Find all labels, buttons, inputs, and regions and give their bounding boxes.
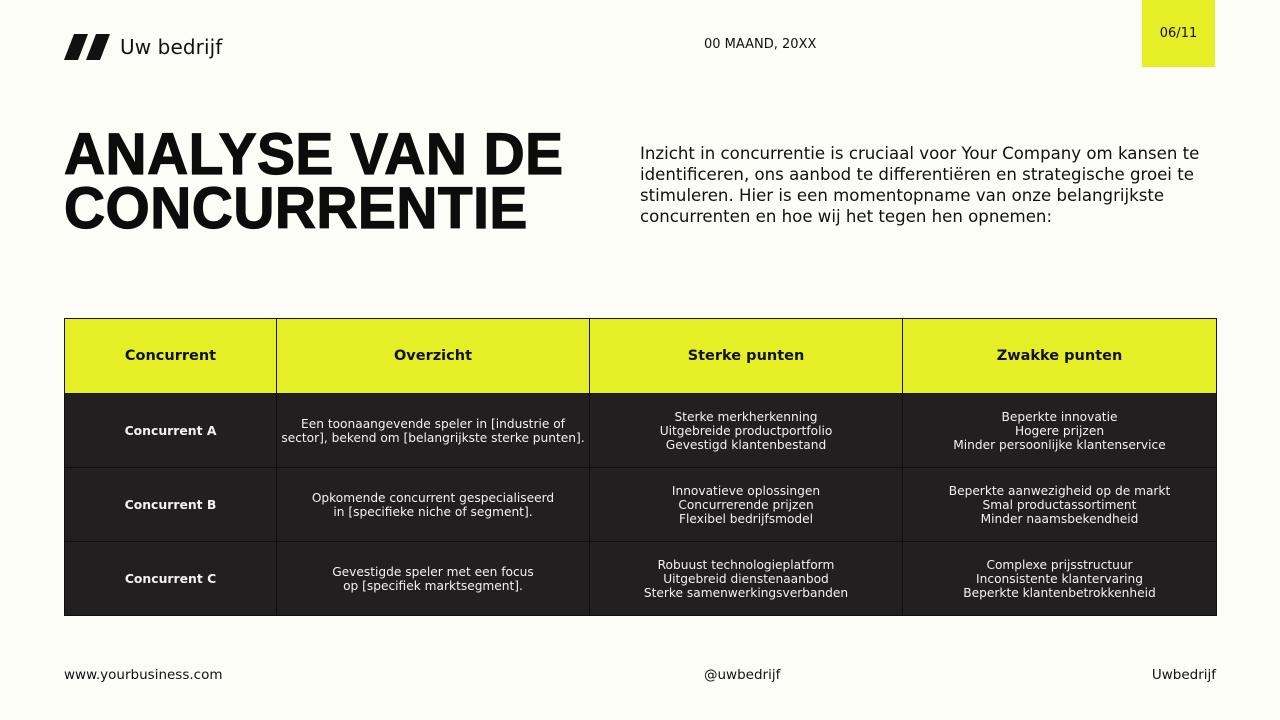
- weakness-item: Beperkte innovatie: [1001, 409, 1118, 424]
- page-number: 06/11: [1159, 26, 1198, 41]
- strength-item: Concurrerende prijzen: [678, 497, 814, 512]
- title-line-1: ANALYSE VAN DE: [64, 122, 564, 187]
- competitor-name: Concurrent B: [65, 468, 277, 542]
- logo-slashes-icon: [64, 34, 110, 60]
- logo-text: Uw bedrijf: [120, 35, 223, 59]
- header-concurrent: Concurrent: [65, 319, 277, 394]
- footer-company: Uwbedrijf: [1151, 667, 1216, 683]
- intro-paragraph: Inzicht in concurrentie is cruciaal voor Your Company om kansen te identificeren, ons aanbod te differentiëren en strategische groei te stimuleren. Hier is een momentopname van onze belangrijkste concurrenten en hoe wij het tegen hen opnemen:: [640, 144, 1200, 226]
- weakness-item: Inconsistente klantervaring: [976, 571, 1143, 586]
- competitor-name: Concurrent A: [65, 394, 277, 468]
- strength-item: Gevestigd klantenbestand: [665, 437, 827, 452]
- competitor-weaknesses: [903, 468, 1217, 542]
- strength-item: Uitgebreid dienstenaanbod: [663, 571, 829, 586]
- title-line-2: CONCURRENTIE: [64, 176, 528, 241]
- table-row: [65, 394, 1217, 468]
- strength-item: Robuust technologieplatform: [657, 557, 835, 572]
- weakness-item: Hogere prijzen: [1014, 423, 1105, 438]
- competitor-name: Concurrent C: [65, 542, 277, 616]
- competitor-strengths: [590, 394, 903, 468]
- date-label: 00 MAAND, 20XX: [704, 37, 817, 52]
- weakness-item: Beperkte aanwezigheid op de markt: [948, 483, 1171, 498]
- company-logo: [64, 34, 222, 60]
- weakness-item: Minder persoonlijke klantenservice: [953, 437, 1166, 452]
- strength-item: Sterke merkherkenning: [674, 409, 818, 424]
- table-header-row: [65, 319, 1217, 394]
- table-row: [65, 542, 1217, 616]
- strength-item: Flexibel bedrijfsmodel: [678, 511, 814, 526]
- competitor-overview: Gevestigde speler met een focus op [specifiek marktsegment].: [277, 542, 590, 616]
- weakness-item: Complexe prijsstructuur: [986, 557, 1133, 572]
- competitor-strengths: [590, 542, 903, 616]
- competitor-overview: Opkomende concurrent gespecialiseerd in [specifieke niche of segment].: [277, 468, 590, 542]
- weakness-item: Beperkte klantenbetrokkenheid: [963, 585, 1156, 600]
- weakness-item: Smal productassortiment: [982, 497, 1137, 512]
- strength-item: Uitgebreide productportfolio: [659, 423, 833, 438]
- competitor-weaknesses: [903, 394, 1217, 468]
- page-number-badge: [1142, 0, 1215, 67]
- weakness-item: Minder naamsbekendheid: [980, 511, 1139, 526]
- competitor-weaknesses: [903, 542, 1217, 616]
- strength-item: Innovatieve oplossingen: [671, 483, 821, 498]
- footer-website: www.yourbusiness.com: [64, 667, 223, 683]
- header-overzicht: Overzicht: [277, 319, 590, 394]
- header-zwakke-punten: Zwakke punten: [903, 319, 1217, 394]
- strength-item: Sterke samenwerkingsverbanden: [643, 585, 849, 600]
- competitor-table: [64, 318, 1217, 616]
- competitor-overview: Een toonaangevende speler in [industrie of sector], bekend om [belangrijkste sterke punten].: [277, 394, 590, 468]
- header-sterke-punten: Sterke punten: [590, 319, 903, 394]
- table-row: [65, 468, 1217, 542]
- footer-handle: @uwbedrijf: [704, 667, 781, 683]
- page-title: [64, 122, 564, 241]
- competitor-strengths: [590, 468, 903, 542]
